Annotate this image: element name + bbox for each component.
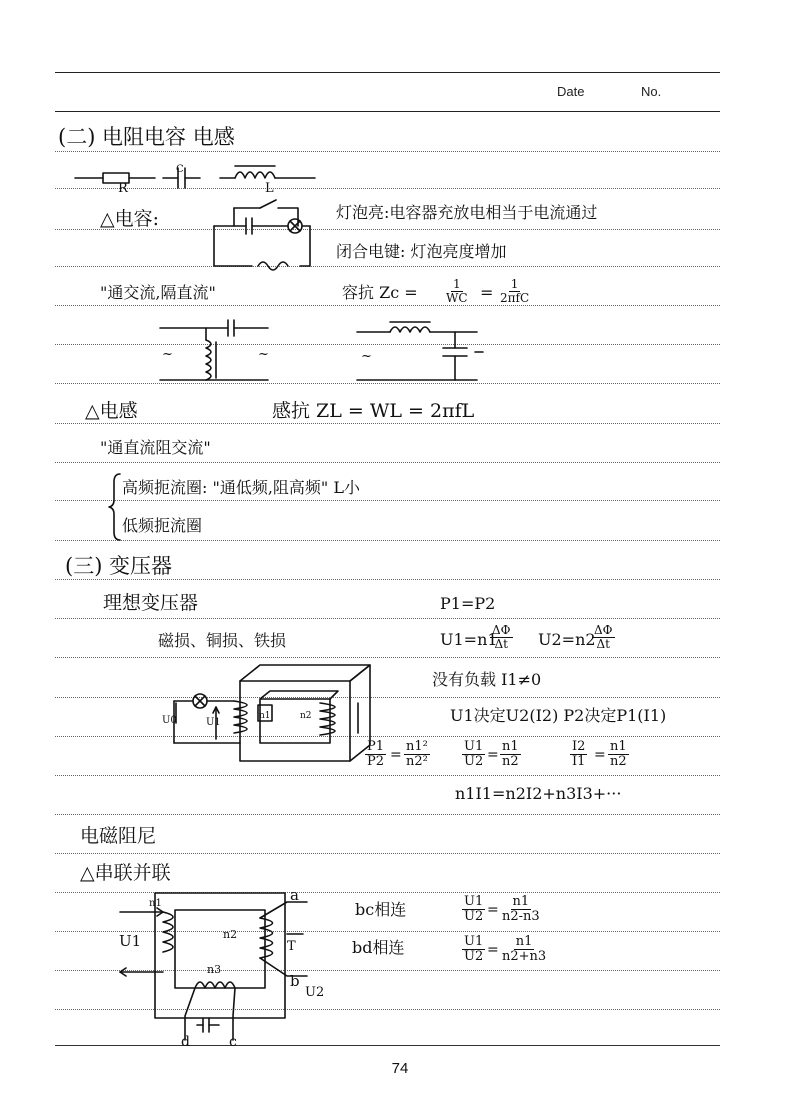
- cap-reactance-frac-1: [446, 278, 468, 304]
- label-b: b: [290, 972, 300, 990]
- u2-dphi-frac: [592, 624, 615, 650]
- frac-den: U2: [464, 908, 484, 924]
- ratio-p-rhs: [404, 740, 430, 768]
- tilde-2: ~: [258, 347, 269, 362]
- label-U2: U2: [305, 985, 325, 1000]
- frac-num: 1: [452, 277, 461, 291]
- header-rule-bottom: [55, 111, 720, 112]
- label-u0: U0: [162, 715, 177, 726]
- frac-num: P1: [367, 739, 385, 754]
- frac-num: U1: [464, 934, 484, 949]
- label-a: a: [290, 886, 299, 904]
- capacitive-reactance: 容抗 Zc =: [342, 283, 418, 302]
- bc-connected-label: bc相连: [355, 900, 407, 919]
- choke-brace: [108, 472, 122, 542]
- section-3-title: (三) 变压器: [65, 554, 173, 578]
- ratio-p-lhs: [365, 740, 386, 768]
- frac-den: n2²: [406, 753, 428, 769]
- ratio-u-lhs: [462, 740, 485, 768]
- frac-num: 1: [510, 277, 519, 291]
- frac-den: U2: [464, 753, 484, 769]
- bd-rhs: [502, 935, 546, 963]
- label-c2: c: [229, 1034, 237, 1050]
- frac-num: n1: [610, 739, 627, 754]
- low-freq-choke: 低频扼流圈: [122, 516, 203, 535]
- frac-den: 2πfC: [500, 290, 530, 305]
- header-rule-top: [55, 72, 720, 73]
- capacitor-circuit: [212, 198, 317, 273]
- section-2-title: (二) 电阻电容 电感: [58, 125, 235, 149]
- ratio-i-rhs: [608, 740, 629, 768]
- label-n1: n1: [259, 711, 271, 721]
- tilde-3: ~: [361, 349, 372, 364]
- label-U1-big: U1: [119, 932, 142, 950]
- label-n3: n3: [207, 963, 222, 976]
- capacitor-note-2: 闭合电键: 灯泡亮度增加: [336, 242, 507, 261]
- u1-lhs: U1=n1: [440, 630, 498, 649]
- label-l: L: [265, 181, 274, 196]
- ideal-transformer-title: 理想变压器: [103, 592, 199, 614]
- frac-den: n2+n3: [502, 948, 547, 964]
- inductive-reactance: 感抗 ZL = WL = 2πfL: [272, 400, 475, 422]
- date-label: Date: [557, 84, 585, 99]
- rcl-symbols: [75, 160, 325, 195]
- high-freq-choke: 高频扼流圈: "通低频,阻高频" L小: [122, 478, 360, 497]
- frac-num: U1: [464, 894, 484, 909]
- label-n2b: n2: [223, 928, 238, 941]
- bd-lhs: [462, 935, 485, 963]
- label-r: R: [118, 181, 128, 196]
- transformer-diagram: [160, 663, 375, 763]
- frac-num: I2: [572, 739, 586, 754]
- multi-winding-eq: n1I1=n2I2+n3I3+···: [455, 784, 622, 803]
- eq-sign-4: =: [487, 902, 499, 918]
- inductor-slogan: "通直流阻交流": [100, 438, 211, 457]
- frac-num: n1: [502, 739, 519, 754]
- bc-rhs: [502, 895, 540, 923]
- inductor-filter-circuit: [355, 318, 495, 388]
- no-label: No.: [641, 84, 662, 99]
- losses: 磁损、铜损、铁损: [158, 631, 287, 650]
- capacitor-slogan: "通交流,隔直流": [100, 283, 216, 302]
- inductor-label: △电感: [85, 400, 138, 422]
- cap-reactance-frac-2: [500, 278, 529, 304]
- label-n2: n2: [300, 711, 312, 721]
- frac-den: n2: [502, 753, 519, 769]
- frac-num: n1²: [406, 739, 428, 754]
- label-u1: U1: [206, 717, 221, 728]
- eq-sign-3: =: [594, 747, 606, 763]
- eq-sign-2: =: [487, 747, 499, 763]
- frac-den: n2: [610, 753, 627, 769]
- series-parallel-title: △串联并联: [80, 862, 171, 884]
- eq-sign-5: =: [487, 942, 499, 958]
- frac-den: WC: [446, 290, 468, 305]
- p-equal: P1=P2: [440, 594, 496, 613]
- frac-den: n2-n3: [502, 908, 540, 924]
- frac-den: Δt: [596, 636, 610, 651]
- page-number: 74: [391, 1060, 409, 1077]
- label-c: C: [176, 164, 184, 175]
- eq-sign-1: =: [390, 747, 402, 763]
- frac-den: Δt: [494, 636, 508, 651]
- capacitor-label: △电容:: [100, 208, 160, 230]
- frac-den: U2: [464, 948, 484, 964]
- u1-dphi-frac: [490, 624, 513, 650]
- frac-num: n1: [512, 894, 530, 909]
- frac-num: n1: [515, 934, 533, 949]
- frac-num: ΔΦ: [594, 623, 613, 637]
- capacitor-note-1: 灯泡亮:电容器充放电相当于电流通过: [336, 203, 598, 222]
- damping-title: 电磁阻尼: [80, 825, 157, 847]
- frac-num: ΔΦ: [492, 623, 511, 637]
- frac-den: I1: [572, 753, 586, 769]
- cap-reactance-eq: =: [480, 283, 494, 302]
- no-load-note: 没有负载 I1≠0: [432, 670, 542, 689]
- ratio-i-lhs: [570, 740, 587, 768]
- frac-den: P2: [367, 753, 385, 769]
- determine-relation: U1决定U2(I2) P2决定P1(I1): [450, 706, 667, 725]
- u2-lhs: U2=n2: [538, 630, 596, 649]
- label-n1b: n1: [149, 898, 162, 909]
- frac-num: U1: [464, 739, 484, 754]
- tilde-1: ~: [162, 347, 173, 362]
- ratio-u-rhs: [500, 740, 521, 768]
- series-parallel-diagram: [115, 888, 335, 1048]
- label-T: T: [287, 939, 296, 954]
- bc-lhs: [462, 895, 485, 923]
- bd-connected-label: bd相连: [352, 938, 405, 957]
- capacitor-filter-circuit: [158, 318, 288, 388]
- label-d: d: [181, 1034, 190, 1050]
